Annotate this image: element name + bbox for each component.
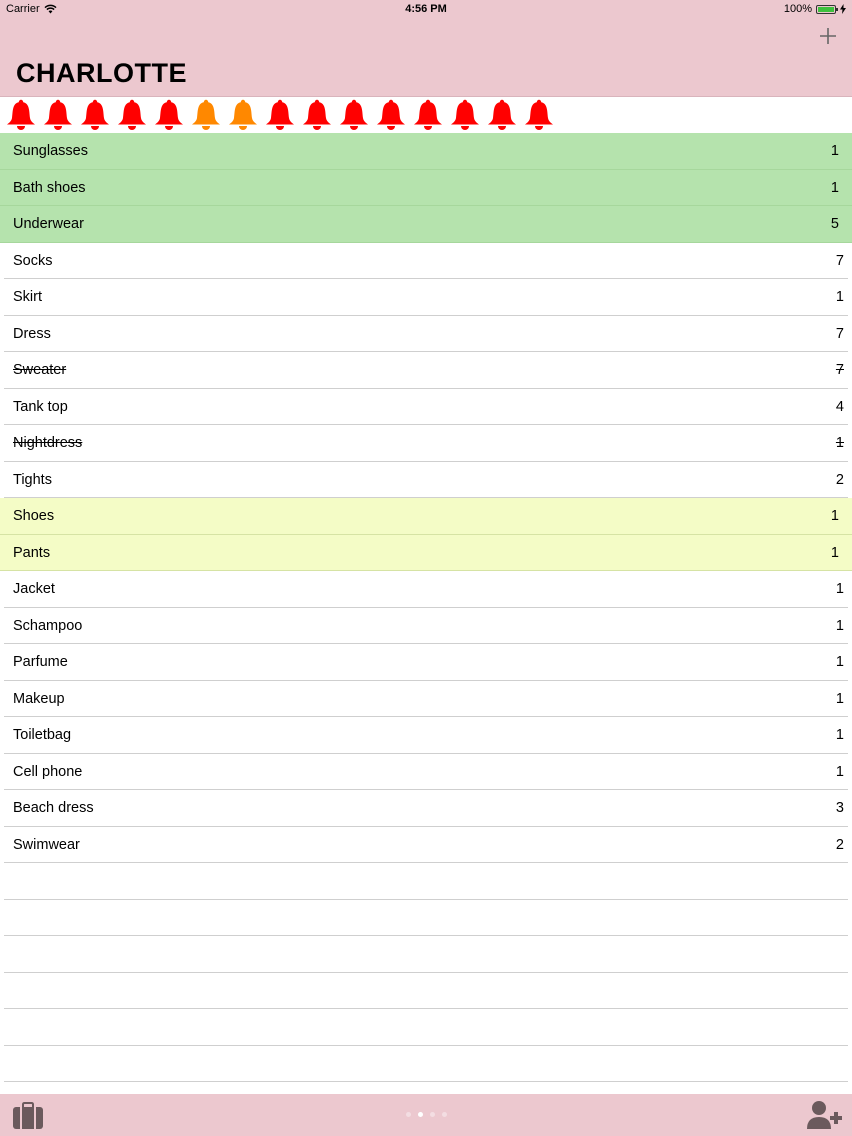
empty-row <box>4 900 848 937</box>
page-dot[interactable] <box>430 1112 435 1117</box>
item-count: 4 <box>835 398 844 415</box>
item-count: 1 <box>835 289 844 305</box>
empty-row <box>4 973 848 1010</box>
item-count: 2 <box>835 836 844 853</box>
add-user-icon[interactable] <box>806 1100 842 1130</box>
item-name: Sunglasses <box>13 143 88 159</box>
item-count: 1 <box>835 435 844 451</box>
bell-icon <box>154 99 184 131</box>
list-item[interactable] <box>4 608 848 645</box>
item-name: Shoes <box>13 508 55 524</box>
item-count: 7 <box>835 362 844 378</box>
item-count: 1 <box>835 617 844 634</box>
page-dot[interactable] <box>418 1112 423 1117</box>
bell-icon <box>191 99 221 131</box>
list-item[interactable] <box>4 243 848 280</box>
page-title: CHARLOTTE <box>16 58 187 88</box>
list-item[interactable] <box>4 790 848 827</box>
item-name: Socks <box>13 252 53 269</box>
list-item[interactable] <box>0 206 852 243</box>
empty-row <box>4 936 848 973</box>
item-name: Tank top <box>13 398 68 415</box>
list-item[interactable] <box>4 425 848 462</box>
page-indicator[interactable] <box>0 1112 852 1117</box>
bell-icon <box>302 99 332 131</box>
status-right <box>784 3 846 15</box>
bell-icon <box>117 99 147 131</box>
bell-icon <box>265 99 295 131</box>
list-item[interactable] <box>4 316 848 353</box>
item-name: Cell phone <box>13 763 83 780</box>
list-item[interactable] <box>0 535 852 572</box>
list-item[interactable] <box>4 389 848 426</box>
charging-icon <box>840 4 846 14</box>
list-item[interactable] <box>4 352 848 389</box>
empty-row <box>4 863 848 900</box>
bell-icon <box>450 99 480 131</box>
item-name: Parfume <box>13 654 68 670</box>
list-item[interactable] <box>4 644 848 681</box>
bell-icon <box>487 99 517 131</box>
list-item[interactable] <box>0 170 852 207</box>
bell-icon <box>524 99 554 131</box>
item-count: 1 <box>835 763 844 780</box>
item-name: Toiletbag <box>13 727 72 743</box>
item-count: 1 <box>830 143 839 159</box>
item-name: Jacket <box>13 581 55 597</box>
battery-percent: 100% <box>783 3 812 15</box>
list-item[interactable] <box>4 279 848 316</box>
list-item[interactable] <box>0 133 852 170</box>
item-name: Sweater <box>13 362 67 378</box>
item-name: Beach dress <box>13 800 94 816</box>
list-item[interactable] <box>4 462 848 499</box>
list-item[interactable] <box>4 717 848 754</box>
bottom-toolbar <box>0 1094 852 1136</box>
item-name: Pants <box>13 544 51 561</box>
item-count: 2 <box>835 471 844 488</box>
item-name: Schampoo <box>13 617 83 634</box>
battery-icon <box>816 5 836 14</box>
bell-icon <box>339 99 369 131</box>
item-name: Skirt <box>13 289 42 305</box>
list-item[interactable] <box>4 681 848 718</box>
bell-icon <box>376 99 406 131</box>
item-name: Swimwear <box>13 836 80 853</box>
item-count: 7 <box>835 252 844 269</box>
carrier-label: Carrier <box>6 3 40 15</box>
item-count: 1 <box>835 690 844 707</box>
item-count: 1 <box>830 179 839 196</box>
bell-icon <box>43 99 73 131</box>
item-count: 1 <box>835 727 844 743</box>
bell-icon <box>413 99 443 131</box>
item-count: 1 <box>830 508 839 524</box>
item-name: Underwear <box>13 216 84 232</box>
plus-icon[interactable] <box>816 24 840 48</box>
bell-icon <box>6 99 36 131</box>
item-count: 5 <box>830 216 839 232</box>
item-count: 3 <box>835 800 844 816</box>
item-name: Nightdress <box>13 435 83 451</box>
status-time: 4:56 PM <box>405 3 447 15</box>
navigation-bar <box>0 20 852 97</box>
item-count: 7 <box>835 325 844 342</box>
item-list <box>0 133 852 1082</box>
item-count: 1 <box>835 654 844 670</box>
bell-icon <box>228 99 258 131</box>
empty-row <box>4 1046 848 1083</box>
list-item[interactable] <box>0 498 852 535</box>
item-name: Dress <box>13 325 51 342</box>
list-item[interactable] <box>4 571 848 608</box>
page-dot[interactable] <box>406 1112 411 1117</box>
page-dot[interactable] <box>442 1112 447 1117</box>
list-item[interactable] <box>4 827 848 864</box>
empty-row <box>4 1009 848 1046</box>
list-item[interactable] <box>4 754 848 791</box>
item-name: Tights <box>13 471 52 488</box>
item-count: 1 <box>830 544 839 561</box>
item-count: 1 <box>835 581 844 597</box>
bell-icon <box>80 99 110 131</box>
status-bar <box>0 0 852 20</box>
reminder-bells <box>0 97 852 133</box>
item-name: Makeup <box>13 690 65 707</box>
item-name: Bath shoes <box>13 179 86 196</box>
